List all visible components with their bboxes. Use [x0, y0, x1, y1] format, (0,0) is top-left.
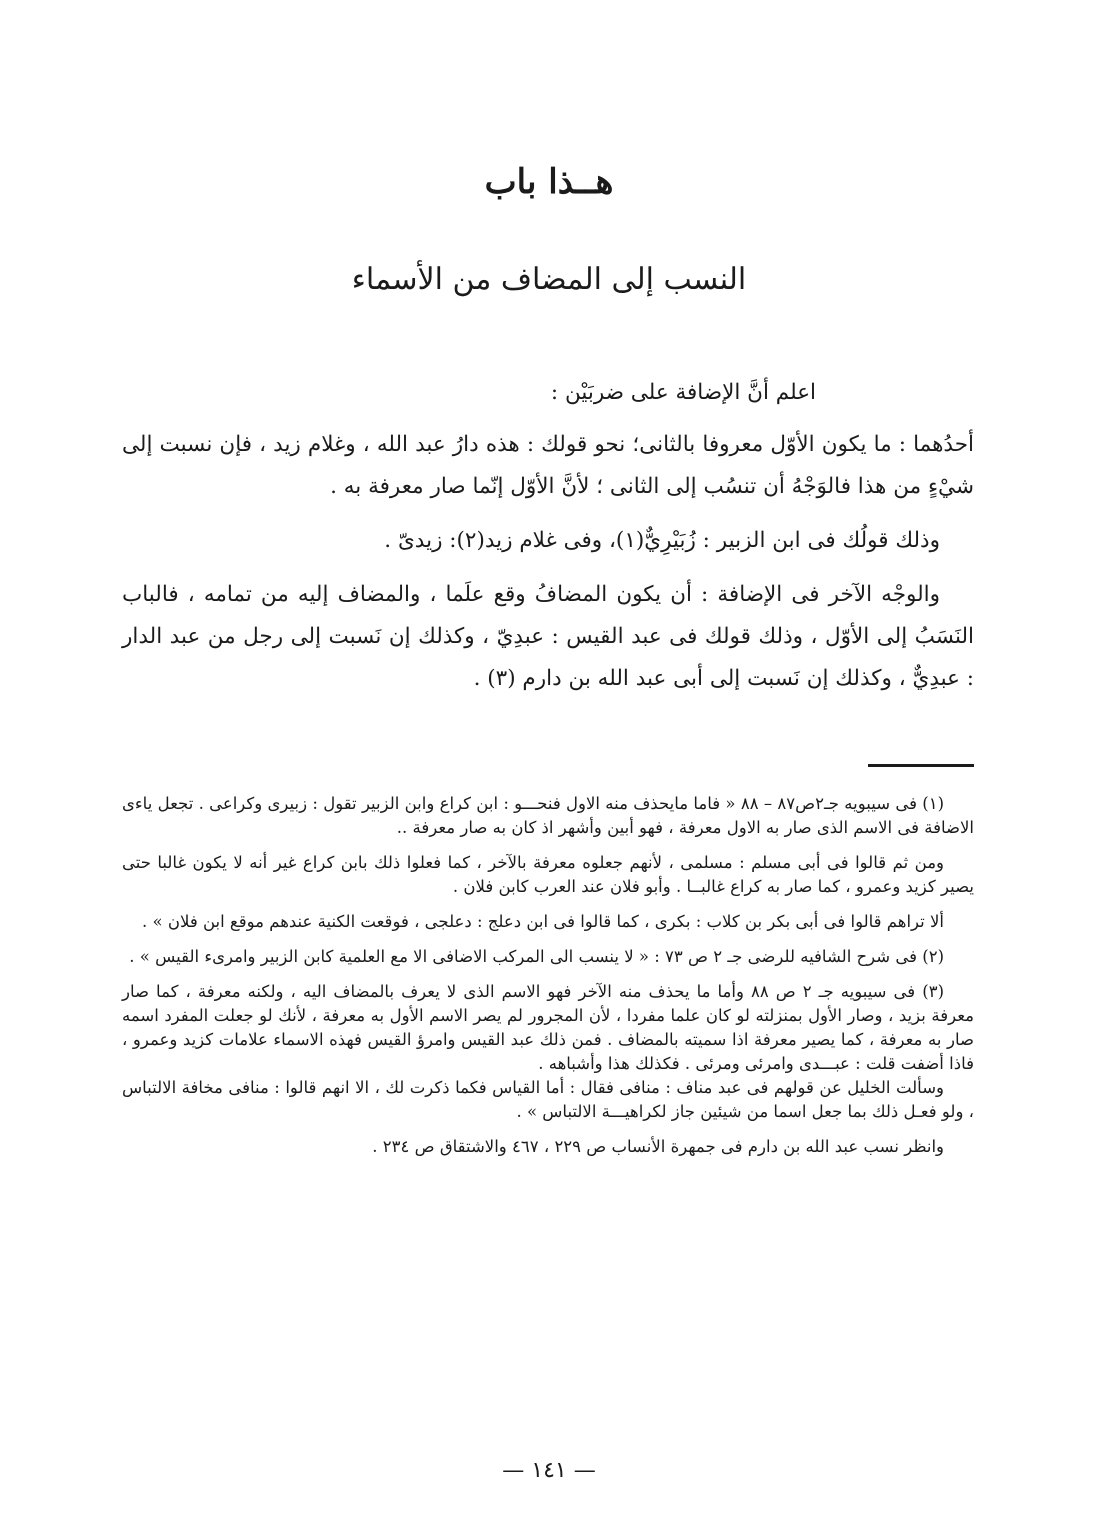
page-number: — ١٤١ —	[502, 1458, 596, 1483]
paragraph: أحدُهما : ما يكون الأوّل معروفا بالثانى؛ نحو قولك : هذه دارُ عبد الله ، وغلام زيد ، فإن نسبت إلى شيْءٍ من هذا فالوَجْهُ أن تنسُب إلى الثانى ؛ لأنَّ الأوّل إنّما صار معرفة به .	[122, 432, 974, 499]
footnote: (١) فى سيبويه جـ٢ص٨٧ – ٨٨ « فاما مايحذف منه الاول فنحـــو : ابن كراع وابن الزبير تقول : زبيرى وكراعى . تجعل ياءى الاضافة فى الاسم الذى صار به الاول معرفة ، فهو أبين وأشهر اذ كان به صار معرفة ..	[122, 794, 974, 837]
chapter-heading: هــذا باب	[484, 162, 614, 202]
footnote: وسألت الخليل عن قولهم فى عبد مناف : منافى فقال : أما القياس فكما ذكرت لك ، الا انهم قالوا : منافى مخافة الالتباس ، ولو فعـل ذلك بما جعل اسما من شيئين جاز لكراهيـــة الالتباس » .	[122, 1078, 974, 1121]
main-text	[122, 372, 974, 712]
paragraph: والوجْه الآخر فى الإضافة : أن يكون المضافُ وقع علَما ، والمضاف إليه من تمامه ، فالباب النَسَبُ إلى الأوّل ، وذلك قولك فى عبد القيس : عبدِيّ ، وكذلك إن نَسبت إلى رجل من عبد الدار : عبدِيٌّ ، وكذلك إن نَسبت إلى أبى عبد الله بن دارم (٣) .	[122, 582, 974, 691]
footnote-separator	[868, 764, 974, 767]
footnote: ألا تراهم قالوا فى أبى بكر بن كلاب : بكرى ، كما قالوا فى ابن دعلج : دعلجى ، فوقعت الكنية عندهم موقع ابن فلان » .	[142, 912, 944, 931]
chapter-title: النسب إلى المضاف من الأسماء	[351, 262, 747, 297]
footnotes	[122, 792, 974, 1170]
paragraph: وذلك قولُك فى ابن الزبير : زُبَيْرِيٌّ(١)، وفى غلام زيد(٢): زيدىّ .	[384, 528, 940, 553]
paragraph: اعلم أنَّ الإضافة على ضربَيْن :	[550, 380, 816, 405]
footnote: (٢) فى شرح الشافيه للرضى جـ ٢ ص ٧٣ : « لا ينسب الى المركب الاضافى الا مع العلمية كابن الزبير وامرىء القيس » .	[129, 947, 944, 966]
footnote: ومن ثم قالوا فى أبى مسلم : مسلمى ، لأنهم جعلوه معرفة بالآخر ، كما فعلوا ذلك بابن كراع غير أنه لا يكون غالبا حتى يصير كزيد وعمرو ، كما صار به كراع غالبــا . وأبو فلان عند العرب كابن فلان .	[122, 853, 974, 896]
footnote: (٣) فى سيبويه جـ ٢ ص ٨٨ وأما ما يحذف منه الآخر فهو الاسم الذى لا يعرف بالمضاف اليه ، ولكنه معرفة ، كما صار معرفة بزيد ، وصار الأول بمنزلته لو كان علما مفردا ، لأن المجرور لم يصر الاسم الأول به معرفة ، لأنك لو جعلت المفرد اسمه صار به معرفة ، كما يصير معرفة اذا سميته بالمضاف . فمن ذلك عبد القيس وامرؤ القيس فهذه الاسماء علامات كزيد وعمرو ، فاذا أضفت قلت : عبـــدى وامرئى ومرئى . فكذلك هذا وأشباهه .	[122, 982, 974, 1073]
footnote: وانظر نسب عبد الله بن دارم فى جمهرة الأنساب ص ٢٢٩ ، ٤٦٧ والاشتقاق ص ٢٣٤ .	[372, 1137, 944, 1156]
